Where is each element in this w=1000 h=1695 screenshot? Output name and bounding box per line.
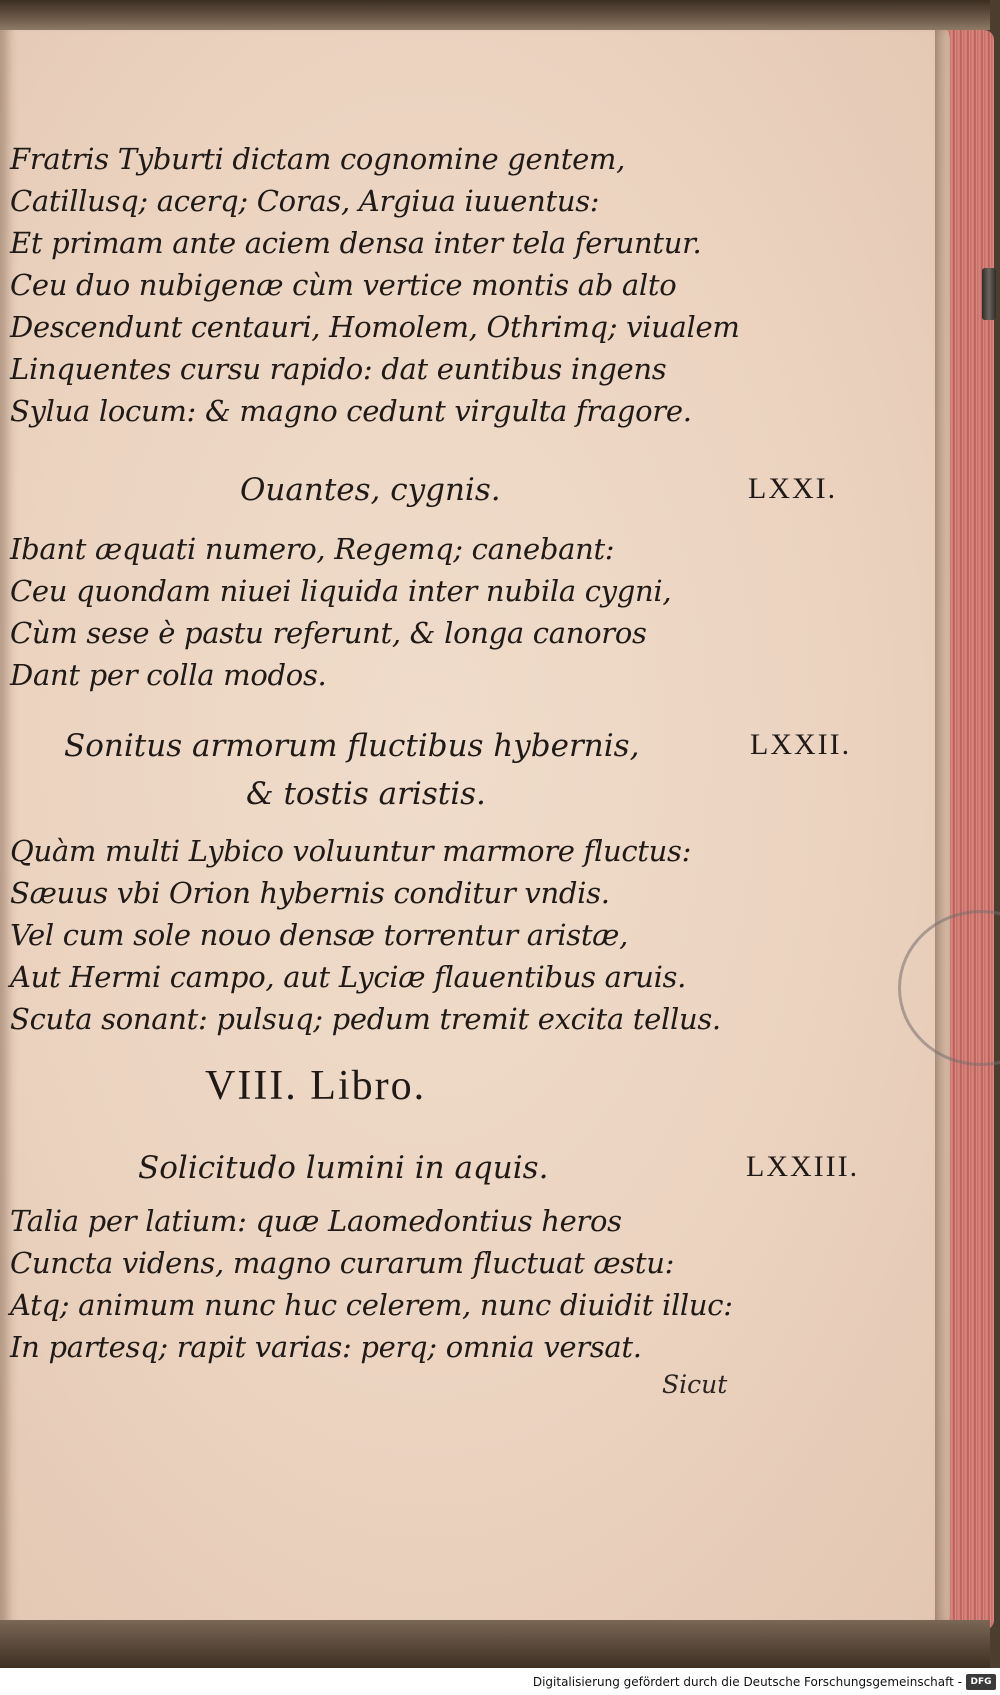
section-numeral: LXXI.	[748, 472, 838, 505]
book-bottom-edge	[0, 1620, 990, 1668]
verse-line: Vel cum sole nouo densæ torrentur aristæ,	[10, 918, 629, 952]
book-heading: VIII. Libro.	[205, 1063, 427, 1109]
section-heading: Sonitus armorum fluctibus hybernis,	[64, 728, 640, 764]
page-edge-shadow	[935, 30, 947, 1630]
section-numeral: LXXII.	[750, 728, 852, 761]
catchword: Sicut	[662, 1370, 728, 1399]
verse-line: Talia per latium: quæ Laomedontius heros	[10, 1204, 622, 1238]
clip-icon	[982, 268, 996, 320]
dfg-logo-icon: DFG	[966, 1674, 996, 1690]
verse-line: Quàm multi Lybico voluuntur marmore fluctus:	[10, 834, 692, 868]
verse-line: Sæuus vbi Orion hybernis conditur vndis.	[10, 876, 610, 910]
section-heading: Solicitudo lumini in aquis.	[138, 1150, 549, 1186]
section-numeral: LXXIII.	[746, 1150, 860, 1183]
verse-line: Descendunt centauri, Homolem, Othrimq; viualem	[10, 310, 740, 344]
verse-line: In partesq; rapit varias: perq; omnia versat.	[10, 1330, 642, 1364]
section-heading-continued: & tostis aristis.	[246, 776, 486, 812]
verse-line: Et primam ante aciem densa inter tela feruntur.	[10, 226, 702, 260]
verse-line: Scuta sonant: pulsuq; pedum tremit excita tellus.	[10, 1002, 721, 1036]
verse-line: Aut Hermi campo, aut Lyciæ flauentibus aruis.	[10, 960, 687, 994]
verse-line: Cùm sese è pastu referunt, & longa canoros	[10, 616, 647, 650]
book-page	[0, 22, 950, 1630]
verse-line: Cuncta videns, magno curarum fluctuat æstu:	[10, 1246, 675, 1280]
verse-line: Ceu quondam niuei liquida inter nubila cygni,	[10, 574, 672, 608]
verse-line: Sylua locum: & magno cedunt virgulta fragore.	[10, 394, 692, 428]
verse-line: Linquentes cursu rapido: dat euntibus ingens	[10, 352, 667, 386]
verse-line: Dant per colla modos.	[10, 658, 327, 692]
verse-line: Fratris Tyburti dictam cognomine gentem,	[10, 142, 626, 176]
book-top-edge	[0, 0, 990, 30]
verse-line: Atq; animum nunc huc celerem, nunc diuidit illuc:	[10, 1288, 733, 1322]
section-heading: Ouantes, cygnis.	[240, 472, 501, 508]
verse-line: Catillusq; acerq; Coras, Argiua iuuentus:	[10, 184, 600, 218]
verse-line: Ibant æquati numero, Regemq; canebant:	[10, 532, 615, 566]
verse-line: Ceu duo nubigenæ cùm vertice montis ab alto	[10, 268, 677, 302]
footer-credit: Digitalisierung gefördert durch die Deutsche Forschungsgemeinschaft -	[532, 1675, 962, 1689]
